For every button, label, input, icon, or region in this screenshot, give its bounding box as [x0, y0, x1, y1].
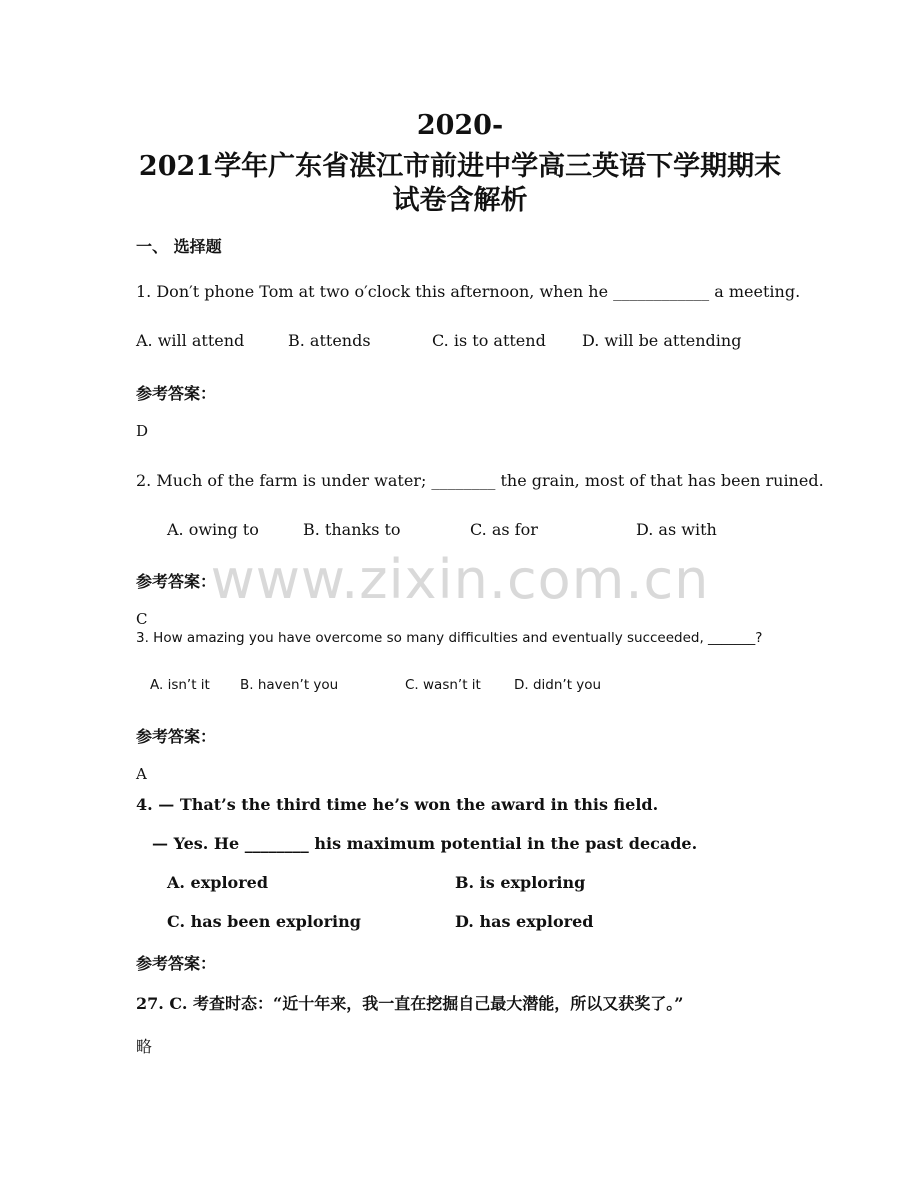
q4-explanation: 27. C. 考查时态：“近十年来，我一直在挖掘自己最大潜能，所以又获奖了。”	[136, 994, 684, 1013]
q4-note: 略	[136, 1037, 153, 1056]
q3-option-d: D. didn’t you	[514, 677, 602, 693]
q4-option-d: D. has explored	[455, 912, 594, 931]
q1-answer-label: 参考答案：	[136, 384, 217, 403]
q4-option-a: A. explored	[167, 873, 269, 892]
q3-option-c: C. wasn’t it	[405, 677, 481, 693]
q2-answer: C	[136, 610, 148, 628]
section-heading: 一、 选择题	[136, 237, 222, 256]
q3-option-a: A. isn’t it	[150, 677, 210, 693]
q3-answer: A	[136, 765, 147, 783]
q4-stem-line-1: 4. — That’s the third time he’s won the award in this field.	[136, 795, 659, 814]
q1-stem: 1. Don′t phone Tom at two o′clock this afternoon, when he ____________ a meeting.	[136, 282, 801, 301]
q1-answer: D	[136, 422, 149, 440]
q3-answer-label: 参考答案：	[136, 727, 217, 746]
q1-option-c: C. is to attend	[432, 331, 546, 350]
title-line-3: 试卷含解析	[392, 185, 528, 216]
q1-option-b: B. attends	[288, 331, 371, 350]
q3-option-b: B. haven’t you	[240, 677, 339, 693]
watermark: www.zixin.com.cn	[210, 548, 710, 611]
q4-option-c: C. has been exploring	[167, 912, 361, 931]
q4-answer-label: 参考答案：	[136, 954, 217, 973]
q2-answer-label: 参考答案：	[136, 572, 217, 591]
q4-option-b: B. is exploring	[455, 873, 586, 892]
title-line-2: 2021学年广东省湛江市前进中学高三英语下学期期末	[138, 151, 782, 182]
q1-option-a: A. will attend	[136, 331, 245, 350]
q2-option-d: D. as with	[636, 520, 717, 539]
q4-stem-line-2: — Yes. He ________ his maximum potential in the past decade.	[152, 834, 698, 853]
q3-stem: 3. How amazing you have overcome so many difficulties and eventually succeeded, _______?	[136, 630, 763, 646]
q2-stem: 2. Much of the farm is under water; ________ the grain, most of that has been ruined.	[136, 471, 824, 490]
q2-option-c: C. as for	[470, 520, 538, 539]
title-line-1: 2020-	[416, 110, 504, 141]
q2-option-a: A. owing to	[167, 520, 259, 539]
q2-option-b: B. thanks to	[303, 520, 401, 539]
q1-option-d: D. will be attending	[582, 331, 742, 350]
